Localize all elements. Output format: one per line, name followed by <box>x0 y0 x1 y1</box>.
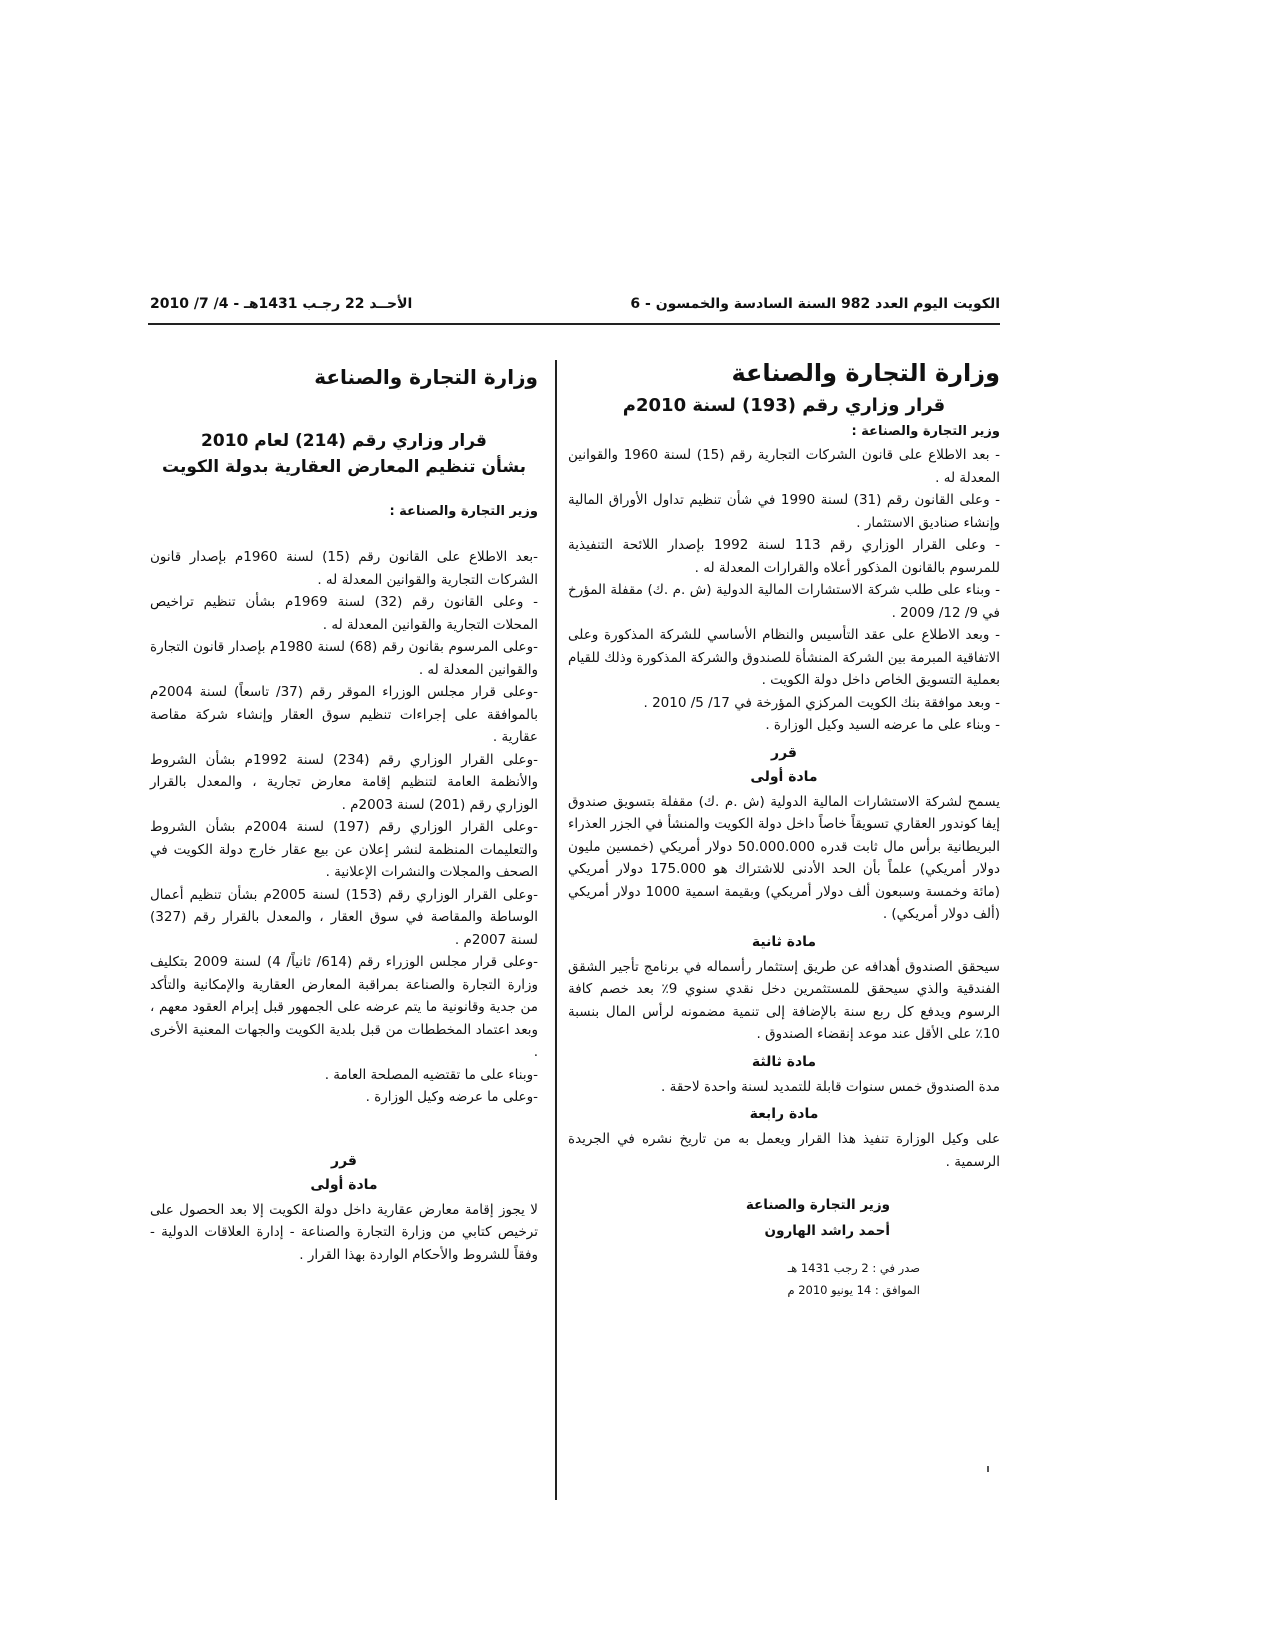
article-1-heading: مادة أولى <box>750 768 818 785</box>
recital: -وبناء على ما تقتضيه المصلحة العامة . <box>324 1066 538 1083</box>
recital: -وعلى القرار الوزاري رقم (234) لسنة 1992م بشأن الشروط والأنظمة العامة لتنظيم إقامة معارض تجارية ، والمعدل بالقرار الوزاري رقم (201) لسنة 2003م . <box>150 751 538 813</box>
recital: - وبناء على طلب شركة الاستشارات المالية الدولية (ش .م .ك) مقفلة المؤرخ في 9/ 12/ 2009 . <box>568 582 1000 621</box>
decree-title: قرار وزاري رقم (193) لسنة 2010م <box>622 395 946 416</box>
recital: - وعلى القانون رقم (32) لسنة 1969م بشأن تنظيم تراخيص المحلات التجارية والقوانين المعدلة له . <box>150 594 538 633</box>
recital: -بعد الاطلاع على القانون رقم (15) لسنة 1960م بإصدار قانون الشركات التجارية والقوانين المعدلة له . <box>150 549 538 588</box>
article-2-text: سيحقق الصندوق أهدافه عن طريق إستثمار رأسماله في برنامج تأجير الشقق الفندقية والذي سيحقق للمستثمرين دخل نقدي سنوي 9٪ بعد خصم كافة الرسوم ويدفع كل ربع سنة بالإضافة إلى تنمية مضمونه لرأس المال بنسبة 10٪ على الأقل عند موعد إنقضاء الصندوق . <box>568 958 1000 1042</box>
column-divider <box>555 360 557 1500</box>
signatory-name: أحمد راشد الهارون <box>764 1223 890 1239</box>
recital: - وبناء على ما عرضه السيد وكيل الوزارة . <box>765 717 1000 733</box>
decree-title: قرار وزاري رقم (214) لعام 2010 <box>201 431 487 451</box>
decided-heading: قرر <box>771 744 797 761</box>
recital: - بعد الاطلاع على قانون الشركات التجارية رقم (15) لسنة 1960 والقوانين المعدلة له . <box>568 447 1000 486</box>
decree-subject: بشأن تنظيم المعارض العقارية بدولة الكويت <box>161 457 527 477</box>
left-column <box>150 362 538 1266</box>
recital: - وبعد الاطلاع على عقد التأسيس والنظام الأساسي للشركة المذكورة وعلى الاتفاقية المبرمة بين الشركة المنشأة للصندوق والشركة المذكورة وذلك للقيام بعملية التسويق الخاص داخل دولة الكويت . <box>567 627 1000 688</box>
right-column <box>568 358 1000 1301</box>
recital: - وعلى القرار الوزاري رقم 113 لسنة 1992 بإصدار اللائحة التنفيذية للمرسوم بالقانون المذكور أعلاه والقرارات المعدلة له . <box>568 537 1000 576</box>
page-header <box>150 296 1000 320</box>
recital: - وبعد موافقة بنك الكويت المركزي المؤرخة في 17/ 5/ 2010 . <box>643 694 1000 711</box>
header-date: الأحــد 22 رجـب 1431هـ - 4/ 7/ 2010 <box>150 296 413 312</box>
signatory-title: وزير التجارة والصناعة <box>745 1197 890 1213</box>
article-4-heading: مادة رابعة <box>749 1106 819 1122</box>
minister-line: وزير التجارة والصناعة : <box>851 424 1000 439</box>
recital: -وعلى القرار الوزاري رقم (153) لسنة 2005م بشأن تنظيم أعمال الوساطة والمقاصة في سوق العقار ، والمعدل بالقرار رقم (327) لسنة 2007م . <box>150 886 538 948</box>
article-3-heading: مادة ثالثة <box>751 1053 817 1070</box>
recital: - وعلى القانون رقم (31) لسنة 1990 في شأن تنظيم تداول الأوراق المالية وإنشاء صناديق الاستثمار . <box>568 492 1000 531</box>
issued-date: صدر في : 2 رجب 1431 هـ <box>787 1261 920 1275</box>
article-3-text: مدة الصندوق خمس سنوات قابلة للتمديد لسنة واحدة لاحقة . <box>661 1078 1000 1095</box>
article-1-text: لا يجوز إقامة معارض عقارية داخل دولة الكويت إلا بعد الحصول على ترخيص كتابي من وزارة التجارة والصناعة - إدارة العلاقات الدولية - وفقاً للشروط والأحكام الواردة بهذا القرار . <box>150 1201 538 1263</box>
header-issue-info: الكويت اليوم العدد 982 السنة السادسة والخمسون - 6 <box>630 296 1000 312</box>
ministry-heading: وزارة التجارة والصناعة <box>314 365 538 389</box>
minister-line: وزير التجارة والصناعة : <box>389 504 538 519</box>
issued-gregorian-date: الموافق : 14 يونيو 2010 م <box>787 1283 920 1297</box>
article-4-text: على وكيل الوزارة تنفيذ هذا القرار ويعمل به من تاريخ نشره في الجريدة الرسمية . <box>568 1131 1000 1170</box>
recital: -وعلى القرار الوزاري رقم (197) لسنة 2004م بشأن الشروط والتعليمات المنظمة لنشر إعلان عن بيع عقار خارج دولة الكويت في الصحف والمجلات والنشرات الإعلانية . <box>150 819 538 880</box>
header-rule <box>148 323 1000 325</box>
recital: -وعلى المرسوم بقانون رقم (68) لسنة 1980م بإصدار قانون التجارة والقوانين المعدلة له . <box>150 639 538 678</box>
recital: -وعلى قرار مجلس الوزراء الموقر رقم (37/ تاسعاً) لسنة 2004م بالموافقة على إجراءات تنظيم سوق العقار وإنشاء شركة مقاصة عقارية . <box>150 684 538 745</box>
recital: -وعلى ما عرضه وكيل الوزارة . <box>365 1089 538 1105</box>
scan-speck <box>987 1466 989 1472</box>
ministry-heading: وزارة التجارة والصناعة <box>731 359 1000 387</box>
article-1-text: يسمح لشركة الاستشارات المالية الدولية (ش .م .ك) مقفلة بتسويق صندوق إيفا كوندور العقاري تسويقاً خاصاً داخل دولة الكويت والمنشأ في الجزر العذراء البريطانية برأس مال ثابت قدره 50.000.000 دولار أمريكي (خمسين مليون دولار أمريكي) علماً بأن الحد الأدنى للاشتراك هو 175.000 دولار أمريكي (مائة وخمسة وسبعون ألف دولار أمريكي) وبقيمة اسمية 1000 دولار أمريكي (ألف دولار أمريكي) . <box>568 793 1001 922</box>
article-1-heading: مادة أولى <box>310 1176 378 1193</box>
article-2-heading: مادة ثانية <box>751 933 817 950</box>
decided-heading: قرر <box>331 1152 357 1169</box>
recital: -وعلى قرار مجلس الوزراء رقم (614/ ثانياً/ 4) لسنة 2009 بتكليف وزارة التجارة والصناعة بمراقبة المعارض العقارية والإمكانية والتأكد من جدية وقانونية ما يتم عرضه على الجمهور قبل إبرام العقود معهم ، وبعد اعتماد المخططات من قبل بلدية الكويت والجهات المعنية الأخرى . <box>150 954 538 1060</box>
